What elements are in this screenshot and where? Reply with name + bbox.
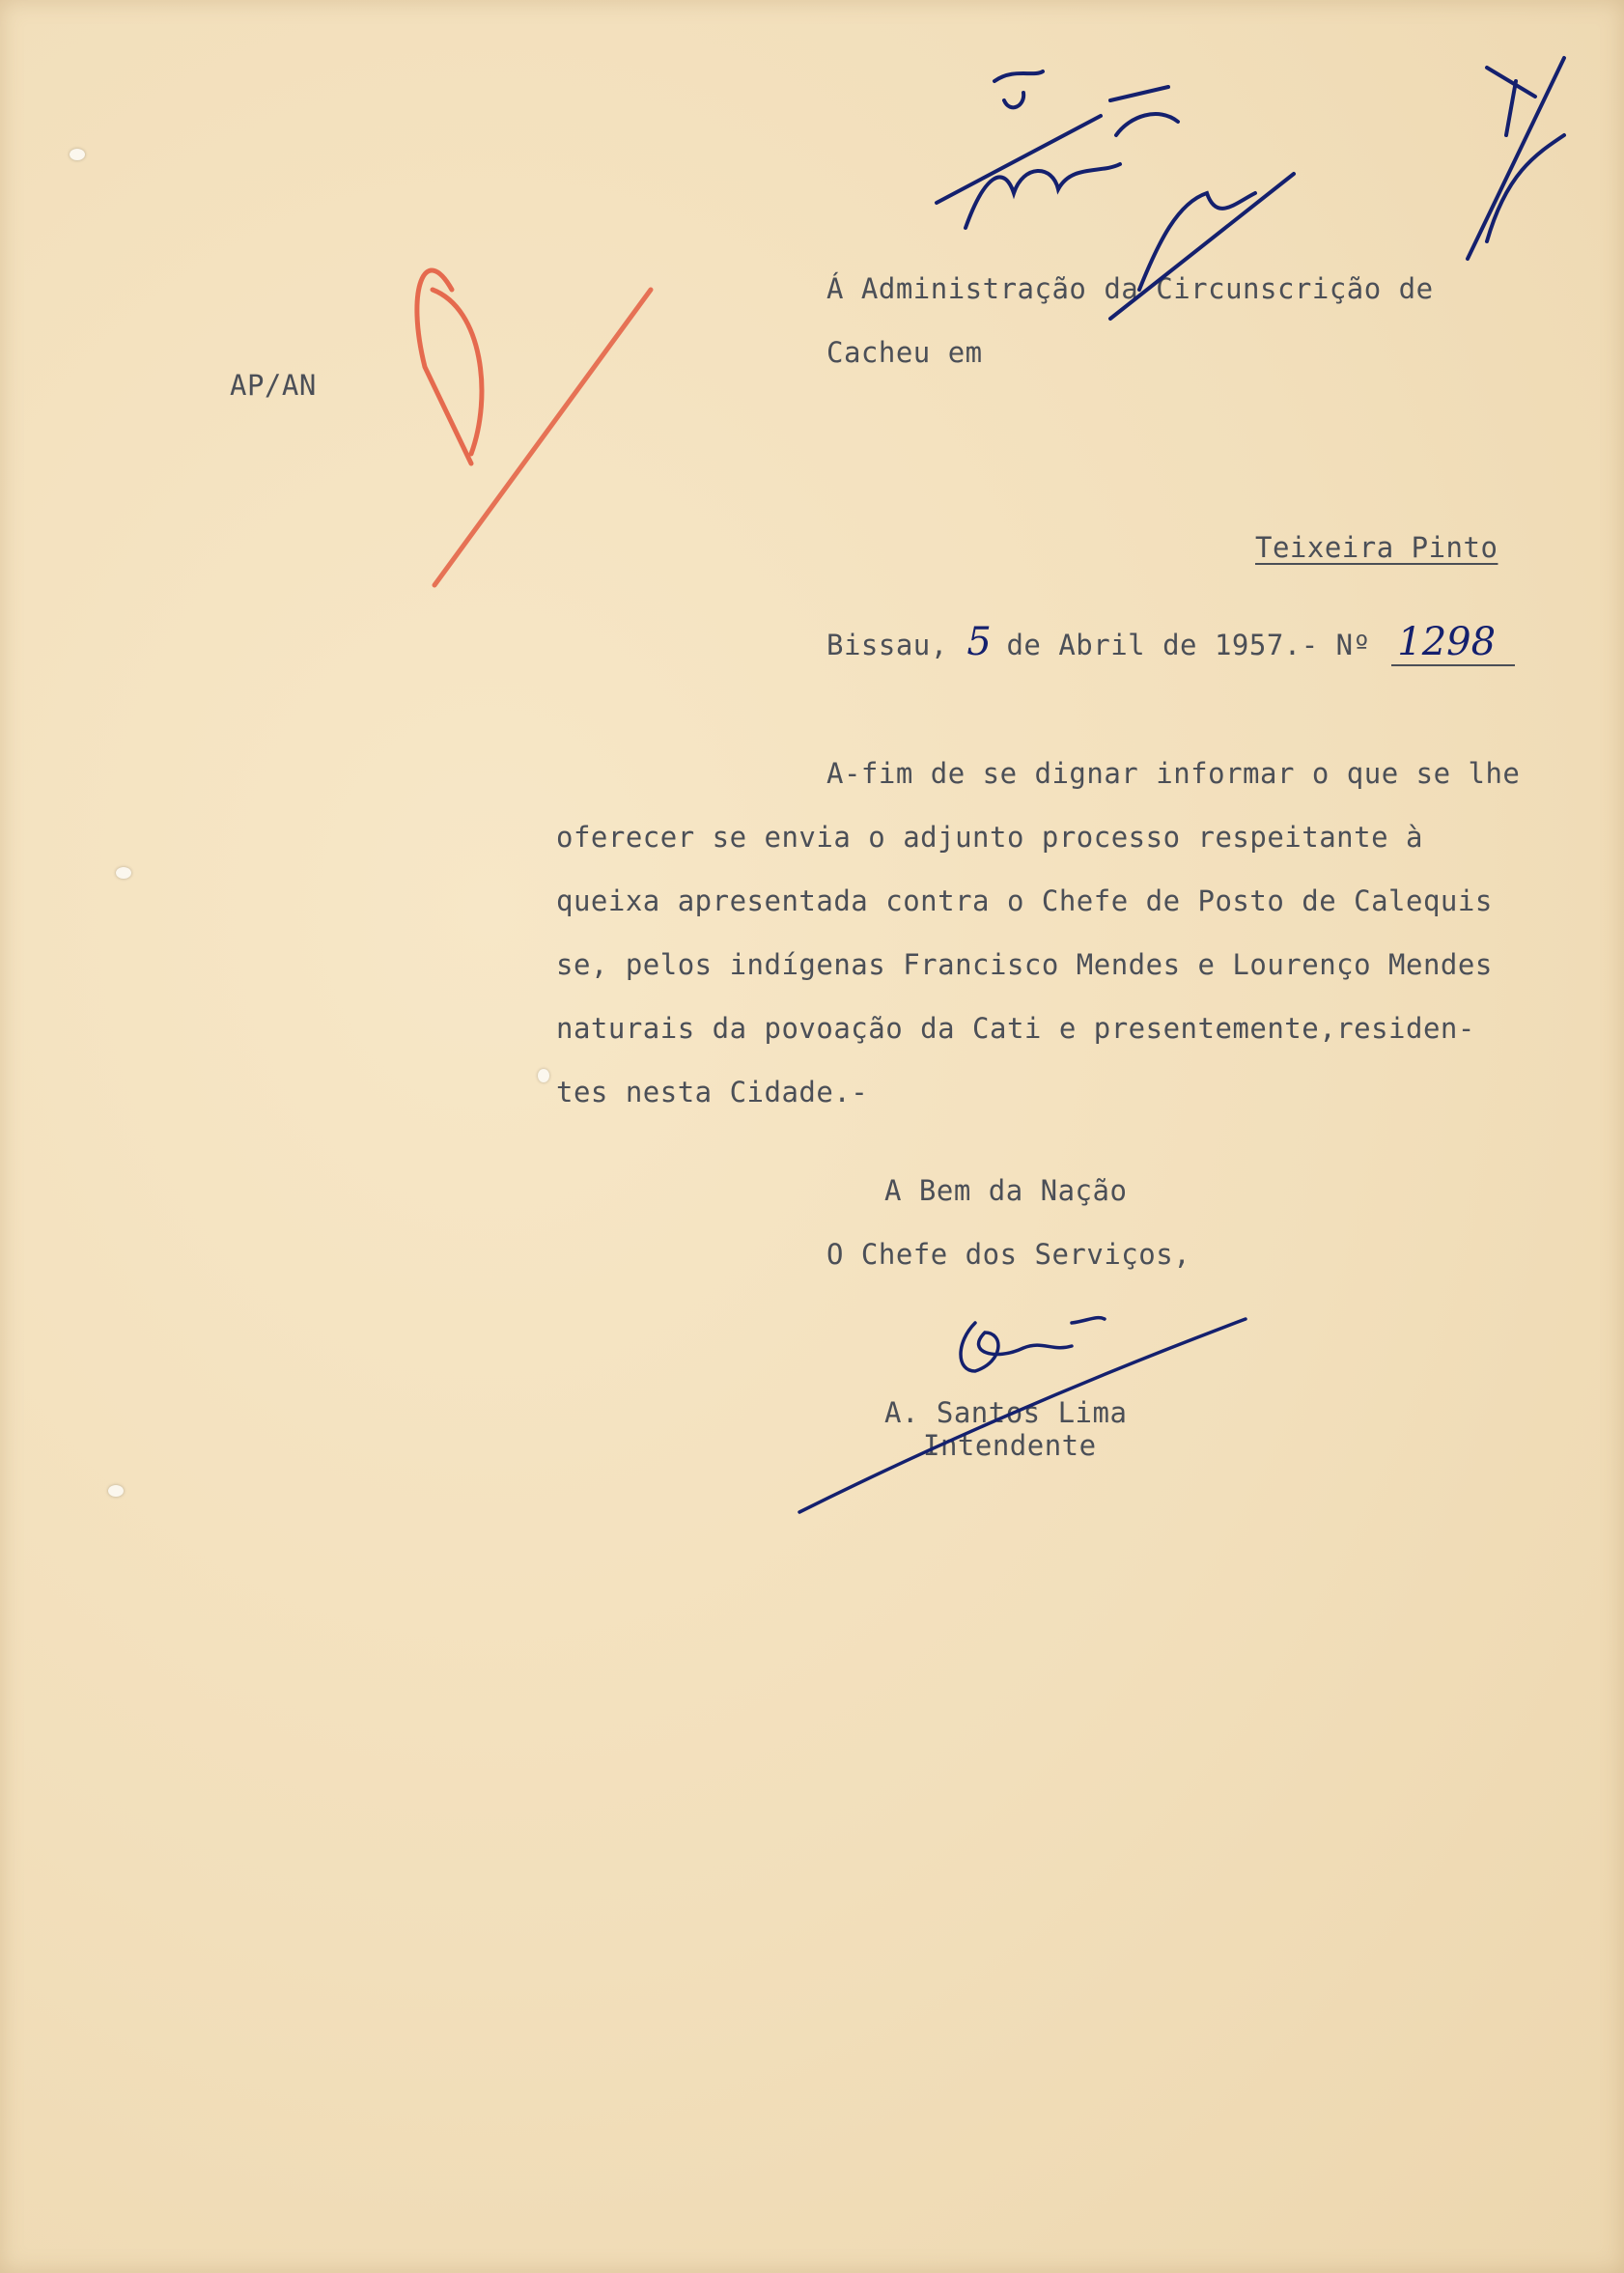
closing-title: O Chefe dos Serviços, <box>826 1238 1191 1271</box>
body-line: A-fim de se dignar informar o que se lhe <box>826 757 1521 790</box>
dateline-city: Bissau, <box>826 629 948 661</box>
closing-salutation: A Bem da Nação <box>884 1174 1128 1207</box>
body-line: tes nesta Cidade.- <box>556 1076 869 1108</box>
body-line: naturais da povoação da Cati e presentemente,residen- <box>556 1012 1475 1045</box>
body-line: se, pelos indígenas Francisco Mendes e Lourenço Mendes <box>556 948 1493 981</box>
dateline-day: 5 <box>966 620 992 664</box>
body-line: queixa apresentada contra o Chefe de Posto de Calequis <box>556 884 1493 917</box>
body-line: oferecer se envia o adjunto processo respeitante à <box>556 821 1423 854</box>
dateline-date: de Abril de 1957.- Nº <box>1006 629 1371 661</box>
signer-role: Intendente <box>923 1429 1097 1462</box>
dateline-number: 1298 <box>1391 620 1515 666</box>
signer-name: A. Santos Lima <box>884 1396 1128 1429</box>
addressee-line-2: Cacheu em <box>826 336 983 369</box>
reference-code: AP/AN <box>230 369 317 402</box>
addressee-line-1: Á Administração da Circunscrição de <box>826 272 1434 305</box>
addressee-place: Teixeira Pinto <box>1255 531 1498 564</box>
